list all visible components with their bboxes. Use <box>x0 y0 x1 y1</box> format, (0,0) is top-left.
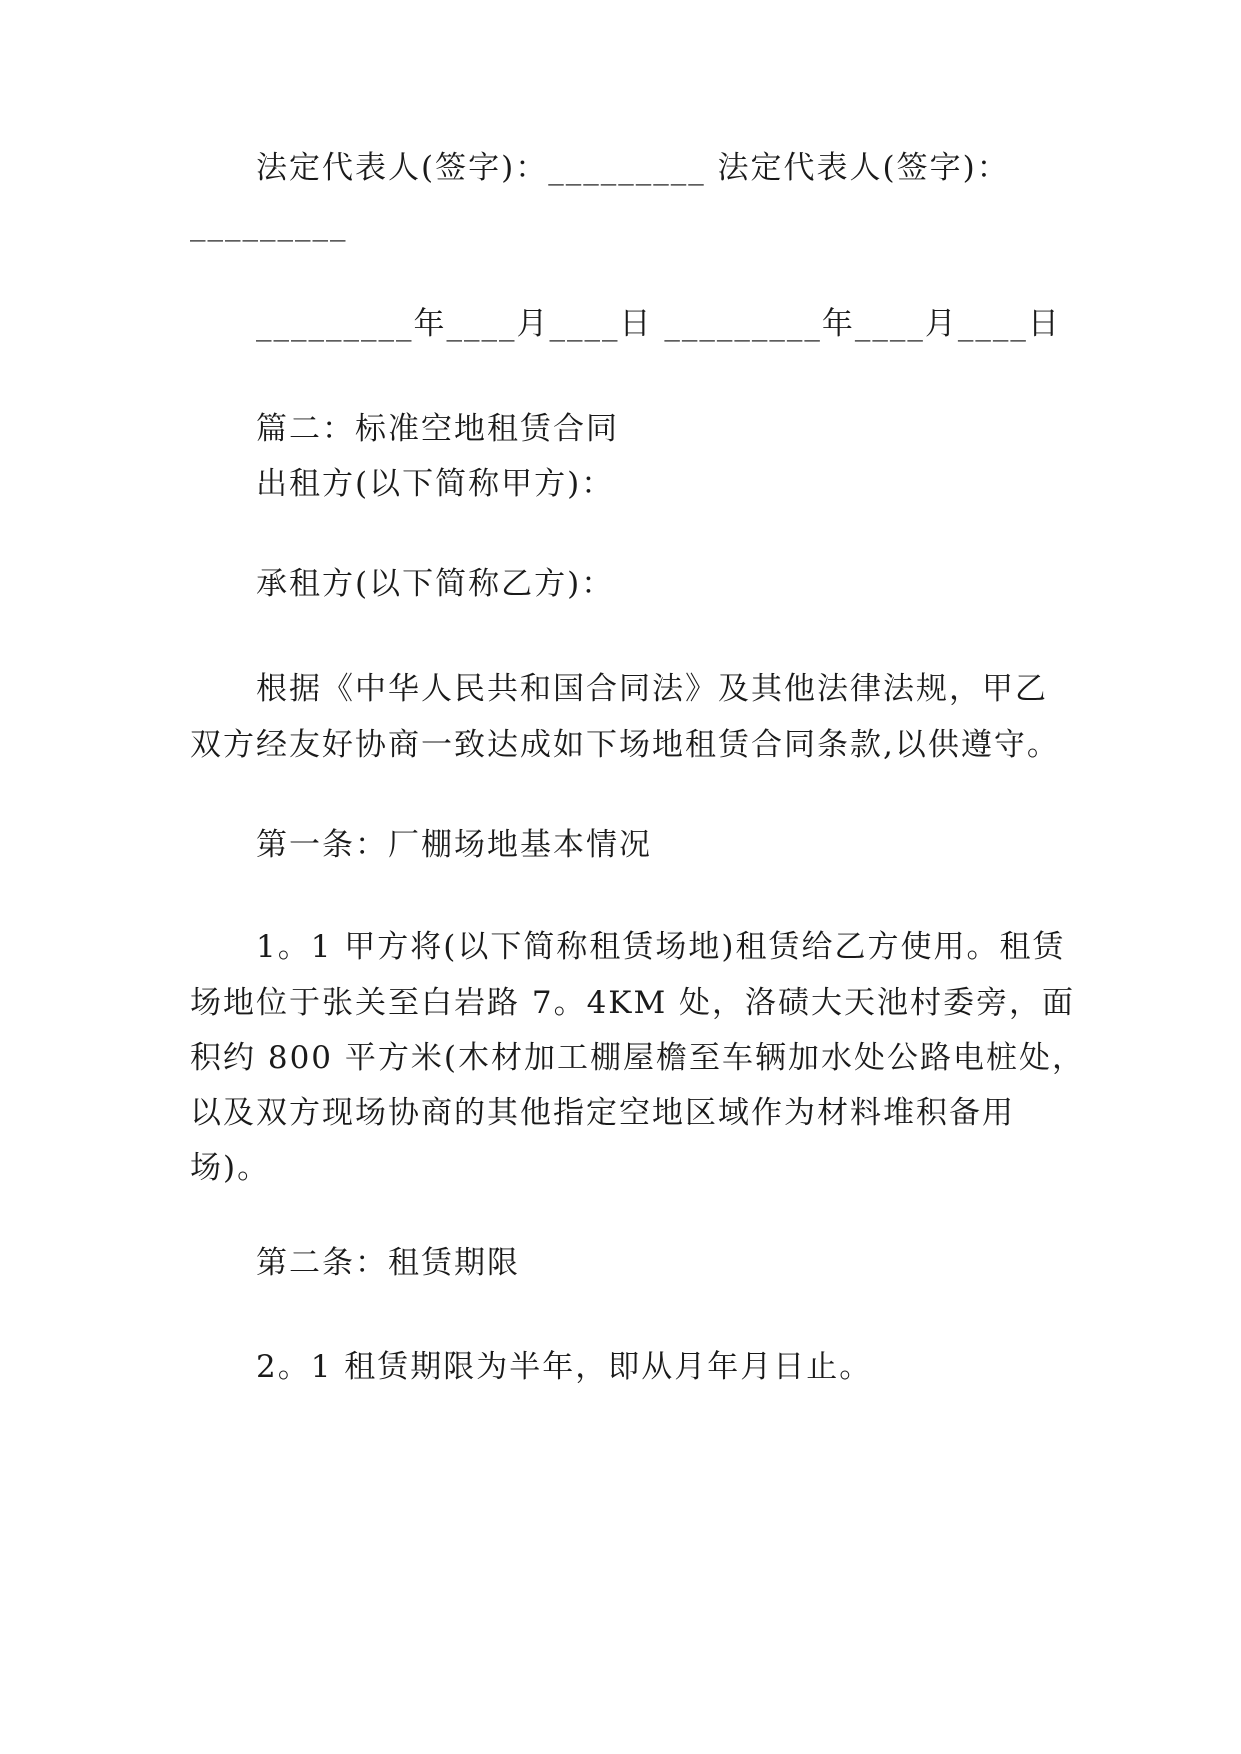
date-line: _________年____月____日 _________年____月____日 <box>256 306 1061 342</box>
article-text-line: 积约 800 平方米(木材加工棚屋檐至车辆加水处公路电桩处， <box>190 1040 1085 1076</box>
article-text-line: 1。1 甲方将(以下简称租赁场地)租赁给乙方使用。租赁 <box>256 929 1066 965</box>
signature-line: 法定代表人(签字)：_________ 法定代表人(签字)： <box>256 150 1010 186</box>
article-text-line: 以及双方现场协商的其他指定空地区域作为材料堆积备用 <box>190 1095 1015 1131</box>
preamble-line: 根据《中华人民共和国合同法》及其他法律法规，甲乙 <box>256 671 1048 707</box>
article-title: 第一条：厂棚场地基本情况 <box>256 827 652 863</box>
lessee-line: 承租方(以下简称乙方)： <box>256 566 615 602</box>
article-text-line: 2。1 租赁期限为半年，即从月年月日止。 <box>256 1349 873 1385</box>
signature-line-continued: _________ <box>190 206 348 242</box>
article-text-line: 场地位于张关至白岩路 7。4KM 处，洛碛大天池村委旁，面 <box>190 985 1076 1021</box>
article-title: 第二条：租赁期限 <box>256 1245 520 1281</box>
article-text-line: 场)。 <box>190 1150 271 1186</box>
preamble-line: 双方经友好协商一致达成如下场地租赁合同条款,以供遵守。 <box>190 727 1060 763</box>
lessor-line: 出租方(以下简称甲方)： <box>256 466 615 502</box>
section-title: 篇二：标准空地租赁合同 <box>256 411 619 447</box>
